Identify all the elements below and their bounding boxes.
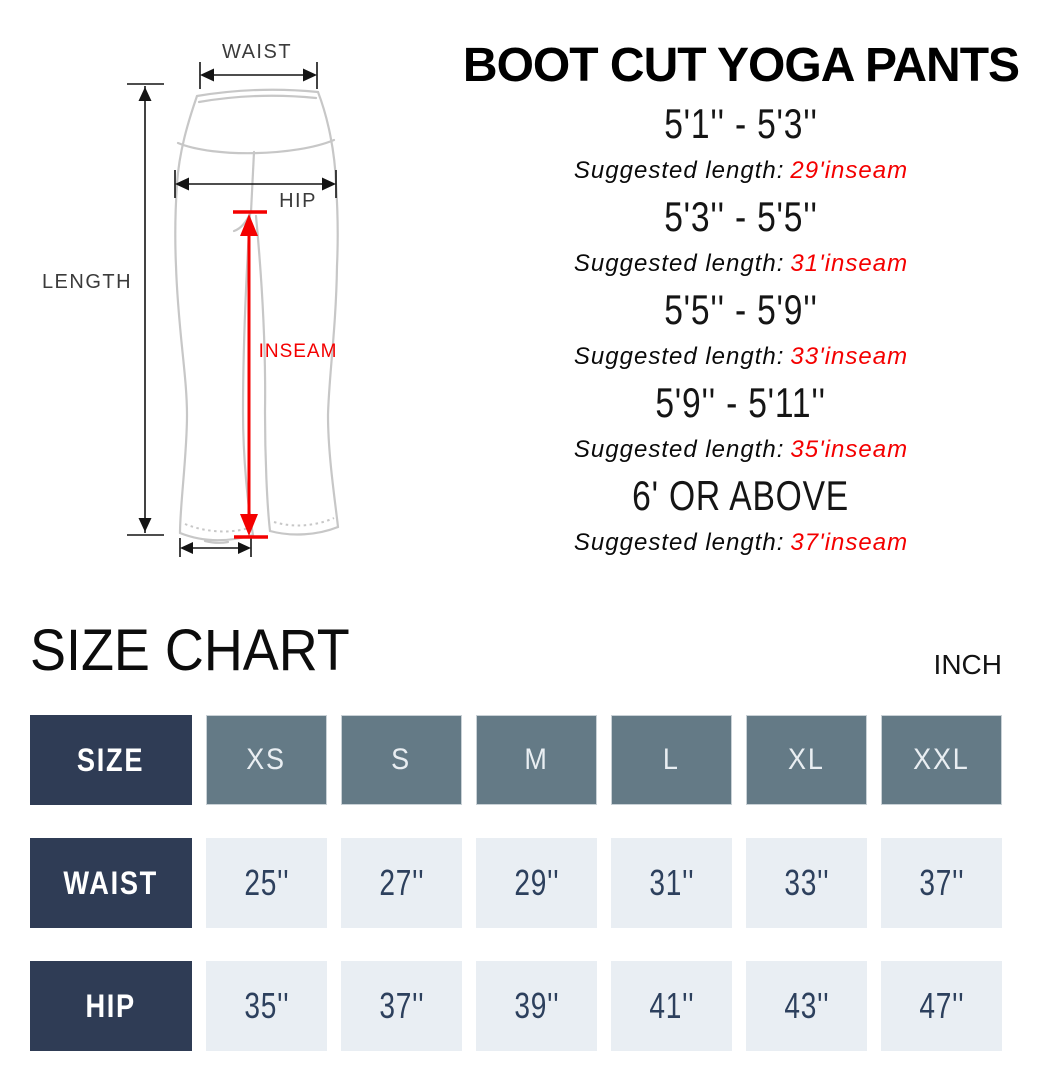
height-guide-entry	[432, 379, 1050, 472]
hip-value-l: 41''	[611, 961, 732, 1051]
inseam-dimension-arrow	[233, 212, 268, 537]
hip-value-xs: 35''	[206, 961, 327, 1051]
size-cell-xs: XS	[206, 715, 327, 805]
unit-label: INCH	[933, 649, 1002, 680]
waist-label: WAIST	[221, 41, 293, 63]
waist-value-xs: 25''	[206, 838, 327, 928]
suggested-length: Suggested length: 35'inseam	[573, 436, 909, 463]
size-chart-title: SIZE CHART	[30, 618, 350, 683]
hip-value-s: 37''	[341, 961, 462, 1051]
hip-value-m: 39''	[476, 961, 597, 1051]
size-chart-section	[0, 620, 1061, 1051]
hip-label: HIP	[279, 190, 317, 212]
length-label: LENGTH	[41, 271, 133, 293]
suggested-length: Suggested length: 33'inseam	[573, 343, 909, 370]
waist-value-l: 31''	[611, 838, 732, 928]
row-header-hip: HIP	[30, 961, 192, 1051]
pants-measurement-diagram	[0, 0, 440, 600]
height-range: 5'9'' - 5'11''	[655, 379, 827, 426]
product-title: BOOT CUT YOGA PANTS	[462, 39, 1020, 92]
size-cell-l: L	[611, 715, 732, 805]
size-chart-table	[30, 715, 1002, 1051]
height-guide-entry	[432, 100, 1050, 193]
table-row-waist	[30, 838, 1002, 928]
table-row-hip	[30, 961, 1002, 1051]
height-guide-entry	[432, 472, 1050, 565]
size-cell-xl: XL	[746, 715, 867, 805]
row-header-waist: WAIST	[30, 838, 192, 928]
pants-outline	[175, 90, 338, 543]
waist-value-s: 27''	[341, 838, 462, 928]
length-dimension-arrow	[127, 84, 164, 535]
height-range: 5'5'' - 5'9''	[664, 286, 818, 333]
suggested-length: Suggested length: 37'inseam	[573, 529, 909, 556]
size-chart-header	[30, 618, 1002, 683]
waist-dimension-arrow	[200, 62, 317, 89]
height-guide-entry	[432, 193, 1050, 286]
height-range: 5'3'' - 5'5''	[664, 193, 818, 240]
height-guide-entry	[432, 286, 1050, 379]
height-guide	[432, 39, 1050, 565]
waist-value-xxl: 37''	[881, 838, 1002, 928]
size-cell-xxl: XXL	[881, 715, 1002, 805]
hip-value-xxl: 47''	[881, 961, 1002, 1051]
inseam-label: INSEAM	[258, 341, 338, 362]
waist-value-m: 29''	[476, 838, 597, 928]
row-header-size: SIZE	[30, 715, 192, 805]
hip-value-xl: 43''	[746, 961, 867, 1051]
height-range: 5'1'' - 5'3''	[664, 100, 818, 147]
waist-value-xl: 33''	[746, 838, 867, 928]
suggested-length: Suggested length: 31'inseam	[573, 250, 909, 277]
suggested-length: Suggested length: 29'inseam	[573, 157, 909, 184]
size-cell-m: M	[476, 715, 597, 805]
height-range: 6' OR ABOVE	[632, 472, 850, 519]
size-cell-s: S	[341, 715, 462, 805]
table-row-size	[30, 715, 1002, 805]
